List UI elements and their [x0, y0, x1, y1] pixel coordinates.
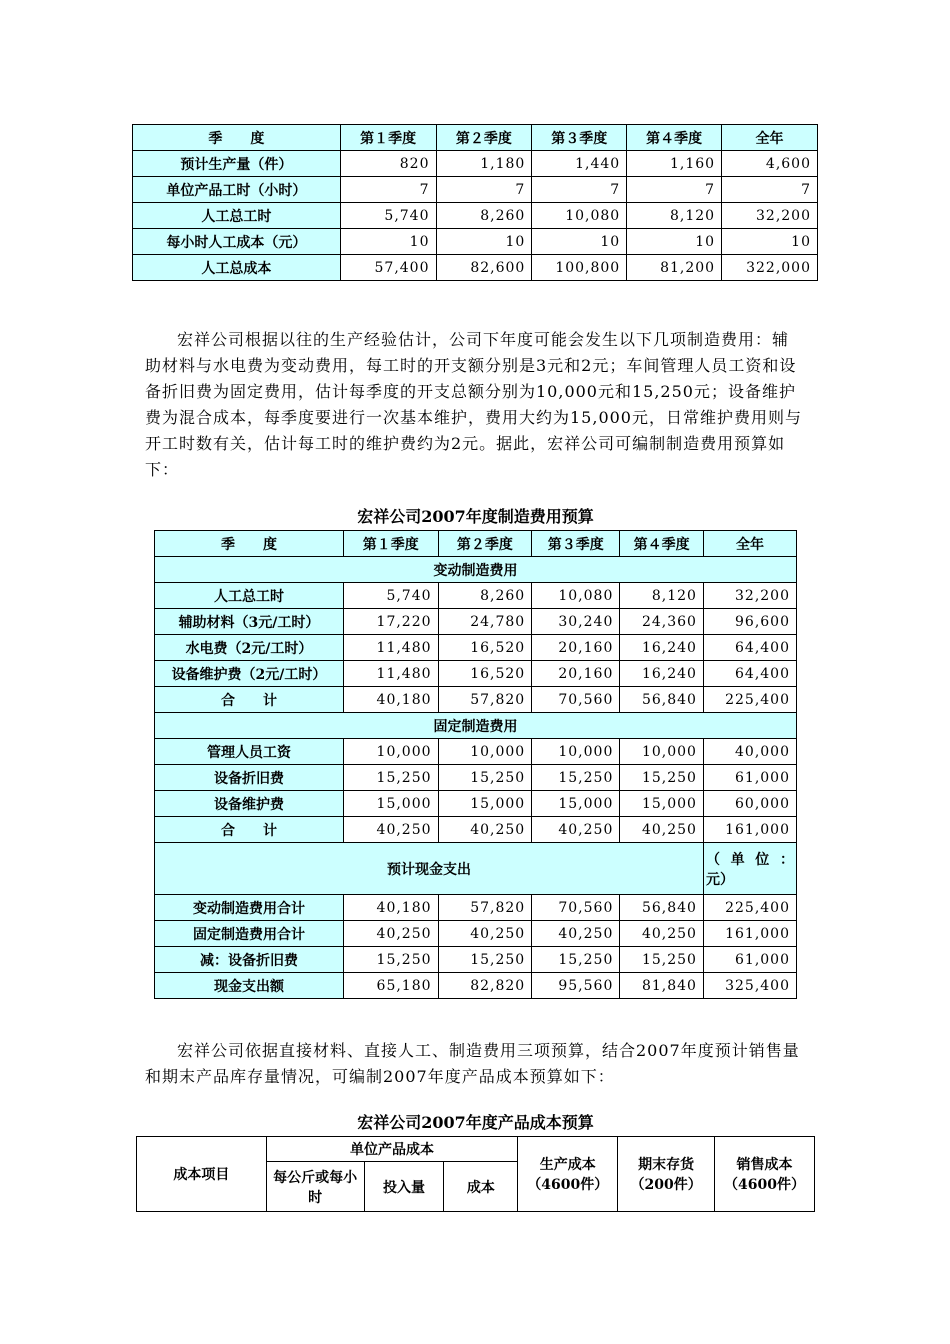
- table-cell: 15,250: [438, 947, 532, 973]
- row-label: 设备维护费（2元/工时）: [155, 661, 344, 687]
- table-cell: 7: [532, 177, 627, 203]
- column-header: 第３季度: [532, 531, 620, 557]
- section-heading: 变动制造费用: [155, 557, 797, 583]
- table-cell: 17,220: [343, 609, 438, 635]
- table-cell: 8,260: [436, 203, 532, 229]
- table-cell: 70,560: [532, 687, 620, 713]
- table-cell: 20,160: [532, 661, 620, 687]
- table-header-row: [133, 125, 818, 151]
- table-row: [155, 817, 797, 843]
- table-cell: 24,780: [438, 609, 532, 635]
- table-cell: 56,840: [620, 895, 704, 921]
- table-cell: 7: [627, 177, 722, 203]
- section-row: [155, 557, 797, 583]
- table-title: 宏祥公司2007年度产品成本预算: [357, 1113, 594, 1132]
- row-label: 减：设备折旧费: [155, 947, 344, 973]
- table-cell: 57,400: [340, 255, 436, 281]
- table-row: [133, 177, 818, 203]
- table-cell: 82,820: [438, 973, 532, 999]
- table-row: [155, 687, 797, 713]
- table-cell: 8,260: [438, 583, 532, 609]
- table-row: [155, 791, 797, 817]
- table-cell: 10,000: [620, 739, 704, 765]
- table-cell: 96,600: [703, 609, 796, 635]
- paragraph-text: 宏祥公司依据直接材料、直接人工、制造费用三项预算，结合2007年度预计销售量和期末产品库存量情况，可编制2007年度产品成本预算如下：: [145, 1041, 800, 1086]
- row-label: 人工总工时: [155, 583, 344, 609]
- table-cell: 40,180: [343, 895, 438, 921]
- table-cell: 15,250: [620, 947, 704, 973]
- section-heading: 固定制造费用: [155, 713, 797, 739]
- table-cell: 1,440: [532, 151, 627, 177]
- table-cell: 16,520: [438, 661, 532, 687]
- section-row: [155, 713, 797, 739]
- table-cell: 40,250: [438, 921, 532, 947]
- table-cell: 15,000: [532, 791, 620, 817]
- table-cell: 20,160: [532, 635, 620, 661]
- column-header: 第１季度: [343, 531, 438, 557]
- table-cell: 57,820: [438, 687, 532, 713]
- table-header-row: [155, 531, 797, 557]
- column-header: 生产成本（4600件）: [518, 1137, 618, 1212]
- row-label: 预计生产量（件）: [133, 151, 341, 177]
- row-label: 现金支出额: [155, 973, 344, 999]
- column-header: 季 度: [155, 531, 344, 557]
- table-row: [155, 661, 797, 687]
- table-cell: 64,400: [703, 635, 796, 661]
- row-label: 固定制造费用合计: [155, 921, 344, 947]
- table-cell: 7: [436, 177, 532, 203]
- table-cell: 7: [722, 177, 818, 203]
- table-cell: 15,250: [343, 947, 438, 973]
- table-row: [155, 739, 797, 765]
- table-cell: 10,080: [532, 583, 620, 609]
- table-cell: 325,400: [703, 973, 796, 999]
- unit-note: [703, 843, 796, 895]
- column-header: 投入量: [364, 1162, 444, 1212]
- paragraph-text: 宏祥公司根据以往的生产经验估计，公司下年度可能会发生以下几项制造费用：辅助材料与水电费为变动费用，每工时的开支额分别是3元和2元；车间管理人员工资和设备折旧费为固定费用，估计每季度的开支总额分别为10,000元和15,250元；设备维护费为混合成本，每季度要进行一次基本维护，费用大约为15,000元，日常维护费用则与开工时数有关，估计每工时的维护费约为2元。据此，宏祥公司可编制制造费用预算如下：: [145, 330, 802, 479]
- table-cell: 70,560: [532, 895, 620, 921]
- table-cell: 1,160: [627, 151, 722, 177]
- table-cell: 11,480: [343, 661, 438, 687]
- section-heading: 预计现金支出: [155, 843, 704, 895]
- table-cell: 24,360: [620, 609, 704, 635]
- table-cell: 10: [722, 229, 818, 255]
- table-cell: 4,600: [722, 151, 818, 177]
- table-cell: 1,180: [436, 151, 532, 177]
- table-cell: 100,800: [532, 255, 627, 281]
- table-row: [155, 635, 797, 661]
- table-cell: 5,740: [340, 203, 436, 229]
- labor-budget-table: [132, 124, 818, 281]
- column-header: 全年: [722, 125, 818, 151]
- table-cell: 64,400: [703, 661, 796, 687]
- table-cell: 82,600: [436, 255, 532, 281]
- table-cell: 10: [340, 229, 436, 255]
- table-cell: 5,740: [343, 583, 438, 609]
- body-paragraph: [145, 327, 805, 483]
- table-cell: 8,120: [620, 583, 704, 609]
- table-cell: 40,250: [438, 817, 532, 843]
- row-label: 管理人员工资: [155, 739, 344, 765]
- table-row: [155, 583, 797, 609]
- table-cell: 32,200: [703, 583, 796, 609]
- table-cell: 30,240: [532, 609, 620, 635]
- column-header: 每公斤或每小时: [266, 1162, 364, 1212]
- table-cell: 820: [340, 151, 436, 177]
- table-row: [133, 203, 818, 229]
- overhead-budget-table: [154, 530, 797, 999]
- table-cell: 40,180: [343, 687, 438, 713]
- column-header: 成本项目: [137, 1137, 267, 1212]
- table-row: [155, 947, 797, 973]
- table-cell: 161,000: [703, 817, 796, 843]
- product-cost-table: [136, 1136, 815, 1212]
- column-header: 单位产品成本: [266, 1137, 518, 1162]
- table-cell: 61,000: [703, 947, 796, 973]
- table-cell: 40,250: [343, 817, 438, 843]
- body-paragraph: [145, 1038, 815, 1090]
- section-row: [155, 843, 797, 895]
- column-header: 第１季度: [340, 125, 436, 151]
- table-row: [155, 765, 797, 791]
- table-cell: 15,250: [620, 765, 704, 791]
- table-row: [133, 229, 818, 255]
- table-cell: 65,180: [343, 973, 438, 999]
- column-header: 第２季度: [436, 125, 532, 151]
- table-cell: 8,120: [627, 203, 722, 229]
- table-title: 宏祥公司2007年度制造费用预算: [357, 507, 594, 526]
- column-header: 全年: [703, 531, 796, 557]
- row-label: 合 计: [155, 687, 344, 713]
- row-label: 设备折旧费: [155, 765, 344, 791]
- column-header: 第２季度: [438, 531, 532, 557]
- table-cell: 16,520: [438, 635, 532, 661]
- column-header: 第４季度: [627, 125, 722, 151]
- table-row: [133, 255, 818, 281]
- table-cell: 40,250: [620, 817, 704, 843]
- table-row: [155, 921, 797, 947]
- table-cell: 10,000: [343, 739, 438, 765]
- row-label: 辅助材料（3元/工时）: [155, 609, 344, 635]
- table-cell: 225,400: [703, 895, 796, 921]
- table-cell: 15,250: [532, 765, 620, 791]
- unit-note-line1: （单位：: [705, 851, 794, 868]
- table-cell: 15,000: [620, 791, 704, 817]
- table-cell: 10,080: [532, 203, 627, 229]
- table-cell: 16,240: [620, 661, 704, 687]
- table-cell: 7: [340, 177, 436, 203]
- table-cell: 40,250: [532, 817, 620, 843]
- table-cell: 11,480: [343, 635, 438, 661]
- table-cell: 161,000: [703, 921, 796, 947]
- table-cell: 56,840: [620, 687, 704, 713]
- table-cell: 81,200: [627, 255, 722, 281]
- table-cell: 95,560: [532, 973, 620, 999]
- table-cell: 10,000: [438, 739, 532, 765]
- column-header: 第３季度: [532, 125, 627, 151]
- table-cell: 32,200: [722, 203, 818, 229]
- row-label: 设备维护费: [155, 791, 344, 817]
- column-header: 期末存货（200件）: [618, 1137, 715, 1212]
- column-header: 销售成本（4600件）: [715, 1137, 815, 1212]
- column-header: 季 度: [133, 125, 341, 151]
- row-label: 单位产品工时（小时）: [133, 177, 341, 203]
- table-row: [155, 973, 797, 999]
- table-cell: 10: [436, 229, 532, 255]
- table-cell: 15,250: [532, 947, 620, 973]
- table-cell: 40,250: [343, 921, 438, 947]
- table-cell: 322,000: [722, 255, 818, 281]
- table-cell: 10: [532, 229, 627, 255]
- table-cell: 61,000: [703, 765, 796, 791]
- row-label: 人工总工时: [133, 203, 341, 229]
- table-cell: 15,000: [438, 791, 532, 817]
- row-label: 每小时人工成本（元）: [133, 229, 341, 255]
- table-cell: 15,250: [438, 765, 532, 791]
- column-header: 第４季度: [620, 531, 704, 557]
- table-cell: 15,000: [343, 791, 438, 817]
- table-cell: 60,000: [703, 791, 796, 817]
- table-cell: 16,240: [620, 635, 704, 661]
- table-row: [155, 609, 797, 635]
- row-label: 变动制造费用合计: [155, 895, 344, 921]
- unit-note-line2: 元）: [705, 871, 734, 888]
- row-label: 人工总成本: [133, 255, 341, 281]
- table-cell: 40,250: [532, 921, 620, 947]
- row-label: 水电费（2元/工时）: [155, 635, 344, 661]
- table-cell: 40,250: [620, 921, 704, 947]
- table-row: [133, 151, 818, 177]
- table-row: [155, 895, 797, 921]
- row-label: 合 计: [155, 817, 344, 843]
- table-cell: 225,400: [703, 687, 796, 713]
- table-cell: 40,000: [703, 739, 796, 765]
- table-cell: 10,000: [532, 739, 620, 765]
- table-cell: 81,840: [620, 973, 704, 999]
- table-cell: 10: [627, 229, 722, 255]
- table-cell: 57,820: [438, 895, 532, 921]
- column-header: 成本: [444, 1162, 518, 1212]
- table-header-row: [137, 1137, 815, 1162]
- table-cell: 15,250: [343, 765, 438, 791]
